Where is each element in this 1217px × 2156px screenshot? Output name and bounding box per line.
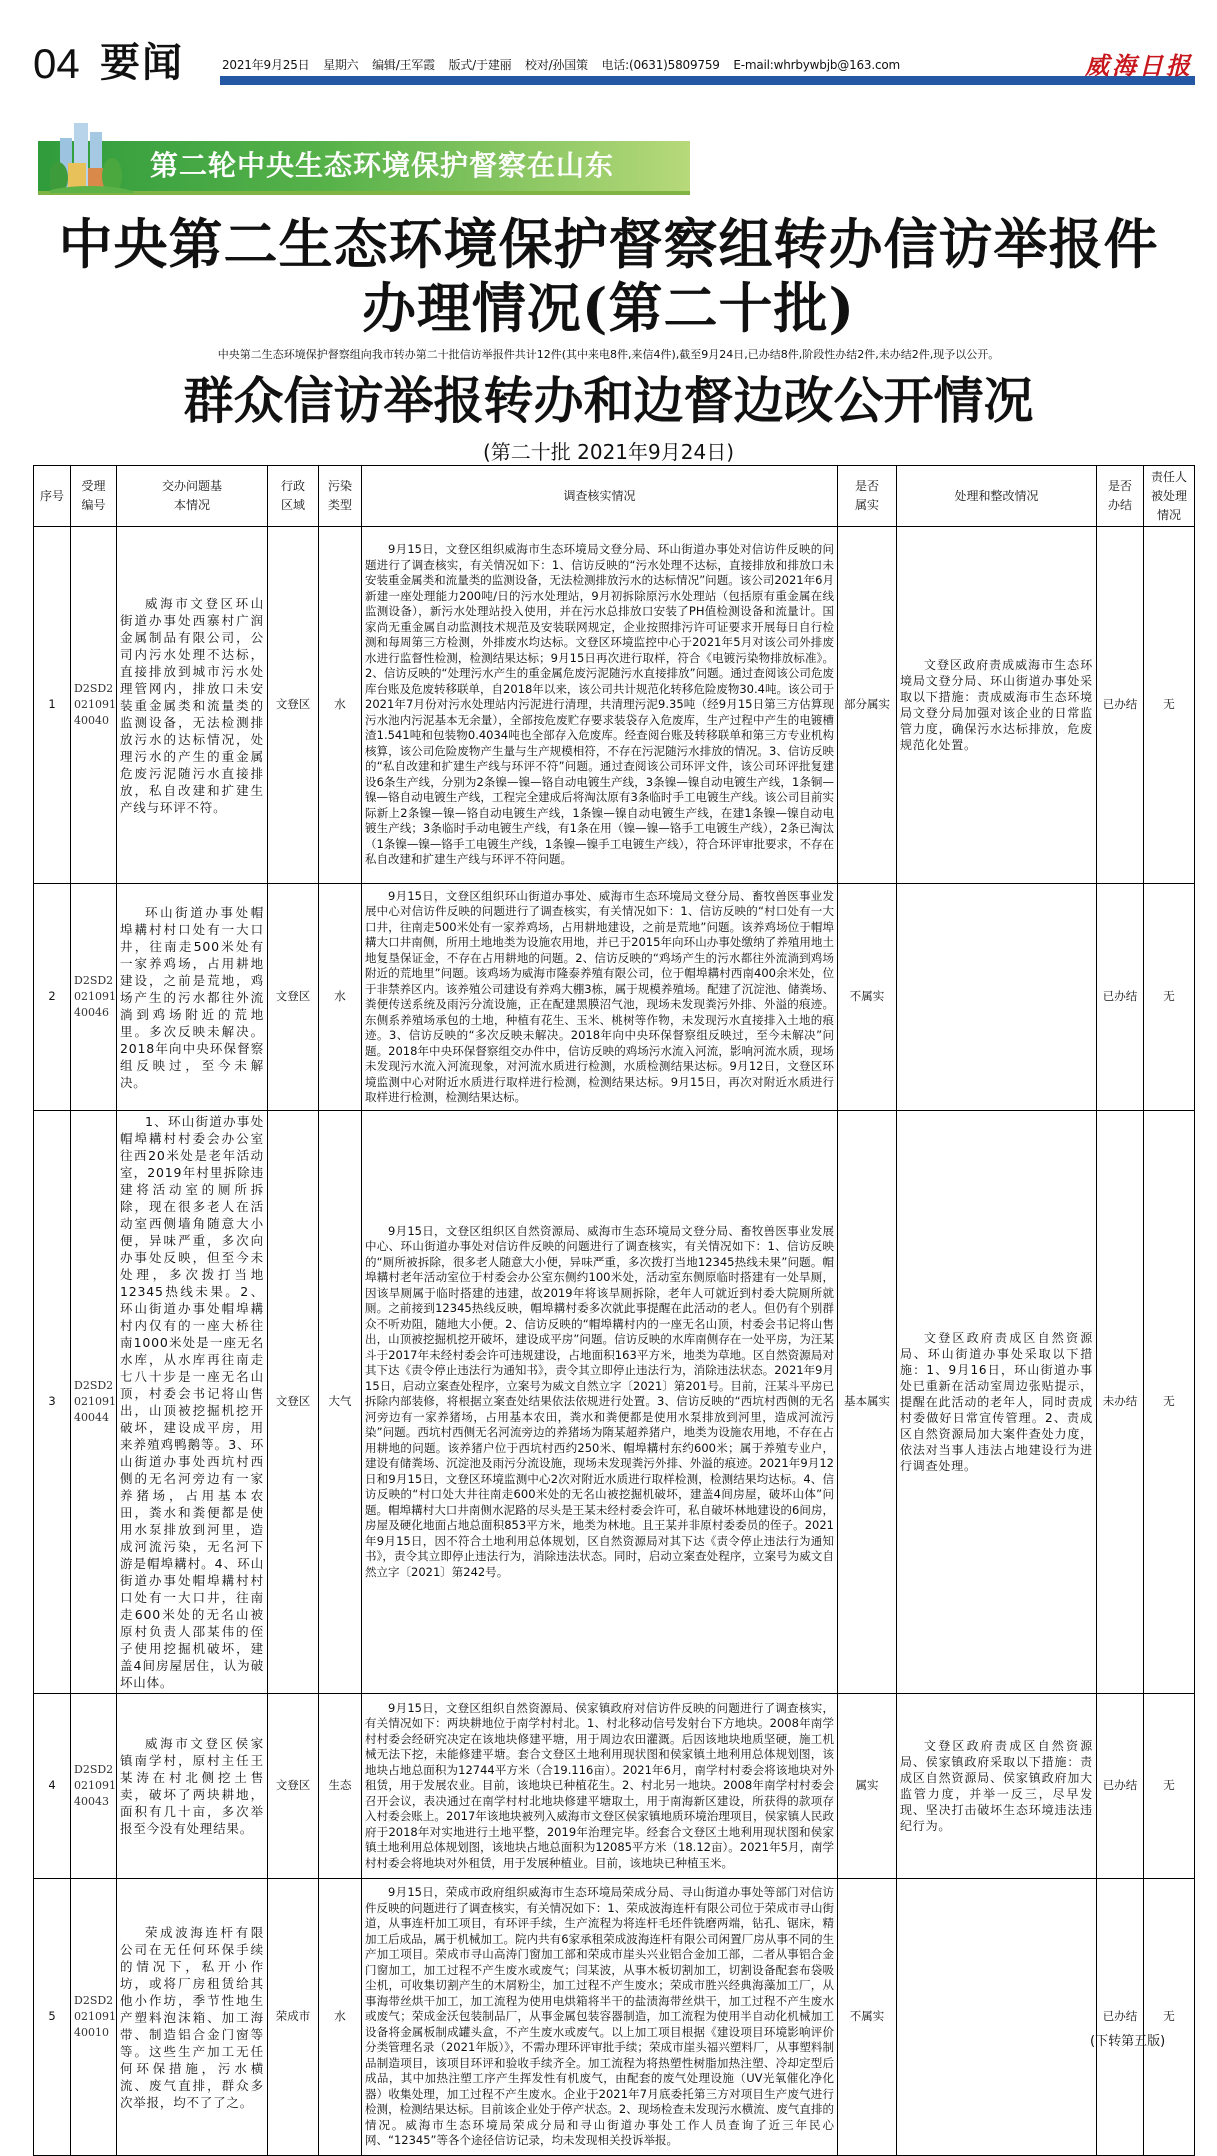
verified-status [838,1694,897,1879]
row-number-text: 4 [48,1778,56,1793]
region-text: 文登区 [275,989,311,1004]
verified-status [838,884,897,1111]
closed-status [1097,884,1144,1111]
pollution-type-text: 水 [334,989,346,1004]
handling-measures [897,884,1097,1111]
masthead-divider [220,76,1195,85]
row-number-text: 2 [48,989,56,1004]
subheadline: 群众信访举报转办和边督边改公开情况 [183,371,1034,430]
row-number-text: 5 [48,2009,56,2024]
receipt-id [71,527,117,884]
issue-description [117,527,268,884]
col-type: 污染类型 [319,466,362,527]
region [268,1694,319,1879]
row-number [34,1879,71,2156]
accountability-text: 无 [1163,989,1175,1004]
table-row [34,1111,1195,1694]
pollution-type [319,884,362,1111]
issue-description [117,1879,268,2156]
accountability [1144,1879,1195,2156]
col-id: 受理编号 [71,466,117,527]
handling-measures [897,1694,1097,1879]
accountability-text: 无 [1163,1778,1175,1793]
col-no: 序号 [34,466,71,527]
dateline: (第二十批 2021年9月24日) [482,440,735,464]
receipt-id [71,1879,117,2156]
investigation-details-text: 9月15日，文登区组织区自然资源局、威海市生态环境局文登分局、畜牧兽医事业发展中心、环山街道办事处对信访件反映的问题进行了调查核实，有关情况如下：1、信访反映的“厕所被拆除，很多老人随意大小便，异味严重，多次拨打当地12345热线未果”问题。帽埠耩村老年活动室位于村委会办公室东侧约100米处，活动室东侧原临时搭建有一处旱厕，因该旱厕属于临时搭建的违建，故2019年将该旱厕拆除，老年人可就近到村委大院厕所就厕。之前接到12345热线反映，帽埠耩村委多次就此事提醒在此活动的老人。但仍有个别群众不听劝阻，随地大小便。2、信访反映的“帽埠耩村内的一座无名山顶，村委会书记将山售出，山顶被挖掘机挖开破坏，建设成平房”问题。信访反映的水库南侧存在一处平房，为汪某斗于2017年未经村委会许可违规建设，占地面积163平方米，地类为草地。区自然资源局对其下达《责令停止违法行为通知书》，责令其立即停止违法行为，消除违法状态。2021年9月15日，启动立案查处程序，立案号为威文自然立字〔2021〕第201号。目前，汪某斗平房已拆除内部装修，将根据立案查处结果依法依规进行处置。3、信访反映的“西坑村西侧的无名河旁边有一家养猪场，占用基本农田，粪水和粪便都是使用水泵排放到河里，造成河流污染”问题。西坑村西侧无名河流旁边的养猪场为隋某超养猪户，地类为设施农用地，不存在占用耕地的问题。该养猪户位于西坑村西约250米、帽埠耩村东约600米；属于养殖专业户，建设有储粪场、沉淀池及雨污分流设施，现场未发现粪污外排、外溢的痕迹。2021年9月12日和9月15日，文登区环境监测中心2次对附近水质进行取样检测，检测结果均达标。4、信访反映的“村口处大井往南走600米处的无名山被挖掘机破坏，建盖4间房屋，破坏山体”问题。帽埠耩村大口井南侧水泥路的尽头是王某未经村委会许可，私自破坏林地建设的6间房，房屋及硬化地面占地总面积853平方米，地类为林地。且王某并非原村委委员的侄子。2021年9月15日，因不符合土地利用总体规划，区自然资源局对其下达《责令停止违法行为通知书》，责令其立即停止违法行为，消除违法状态。同时，启动立案查处程序，立案号为威文自然立字〔2021〕第242号。 [365,1223,834,1579]
closed-status-text: 已办结 [1102,989,1138,1004]
col-closed: 是否办结 [1097,466,1144,527]
issue-description-text: 荣成波海连杆有限公司在无任何环保手续的情况下，私开小作坊，或将厂房租赁给其他小作坊，季节性地生产塑料泡沫箱、加工海带、制造铝合金门窗等等。这些生产加工无任何环保措施，污水横流、废气直排，群众多次举报，均不了了之。 [120,1924,264,2110]
region [268,884,319,1111]
region [268,527,319,884]
masthead-meta [222,56,910,73]
closed-status-text: 已办结 [1102,2009,1138,2024]
closed-status-text: 已办结 [1102,697,1138,712]
pollution-type-text: 水 [334,697,346,712]
issue-description-text: 环山街道办事处帽埠耩村村口处有一大口井，往南走500米处有一家养鸡场，占用耕地建设，之前是荒地，鸡场产生的污水都往外流淌到鸡场附近的荒地里。多次反映未解决。2018年向中央环保督察组反映过，至今未解决。 [120,904,264,1090]
issue-description [117,1694,268,1879]
investigation-details [362,527,838,884]
row-number [34,527,71,884]
weekday: 星期六 [323,58,359,72]
investigation-details [362,1879,838,2156]
row-number [34,1694,71,1879]
editor: 编辑/王军霞 [372,58,435,72]
headline-summary: 中央第二生态环境保护督察组向我市转办第二十批信访举报件共计12件(其中来电8件,来信4件),截至9月24日,已办结8件,阶段性办结2件,未办结2件,现予以公开。 [217,348,1000,361]
pollution-type [319,1694,362,1879]
pollution-type [319,1879,362,2156]
pollution-type [319,527,362,884]
handling-measures-text: 文登区政府责成威海市生态环境局文登分局、环山街道办事处采取以下措施：责成威海市生态环境局文登分局加强对该企业的日常监管力度，确保污水达标排放，危废规范化处置。 [900,658,1093,752]
investigation-details [362,1694,838,1879]
section-title: 要闻 [100,40,184,86]
phone: 电话:(0631)5809759 [601,58,720,72]
layout-editor: 版式/于建丽 [448,58,512,72]
closed-status [1097,527,1144,884]
investigation-details [362,884,838,1111]
closed-status-text: 已办结 [1102,1778,1138,1793]
handling-measures [897,1879,1097,2156]
table-row [34,1879,1195,2156]
row-number [34,884,71,1111]
region-text: 荣成市 [275,2009,311,2024]
issue-description-text: 威海市文登区环山街道办事处西寨村广润金属制品有限公司，公司内污水处理不达标，直接排放到城市污水处理管网内，排放口未安装重金属类和流量类的监测设备，无法检测排放污水的达标情况，处理污水的产生的重金属危废污泥随污水直接排放，私自改建和扩建生产线与环评不符。 [120,595,264,815]
table-row [34,884,1195,1111]
verified-status-text: 不属实 [849,2009,885,2024]
verified-status-text: 基本属实 [844,1394,890,1409]
issue-description [117,1111,268,1694]
issue-description-text: 1、环山街道办事处帽埠耩村村委会办公室往西20米处是老年活动室，2019年村里拆除违建将活动室的厕所拆除，现在很多老人在活动室西侧墙角随意大小便，异味严重，多次向办事处反映，但至今未处理，多次拨打当地12345热线未果。2、环山街道办事处帽埠耩村内仅有的一座大桥往南1000米处是一座无名水库，从水库再往南走七八十步是一座无名山顶，村委会书记将山售出，山顶被挖掘机挖开破坏，建设成平房，用来养殖鸡鸭鹅等。3、环山街道办事处西坑村西侧的无名河旁边有一家养猪场，占用基本农田，粪水和粪便都是使用水泵排放到河里，造成河流污染，无名河下游是帽埠耩村。4、环山街道办事处帽埠耩村村口处有一大口井，往南走600米处的无名山被原村负责人邵某伟的侄子使用挖掘机破坏，建盖4间房屋居住，认为破坏山体。 [120,1114,264,1690]
accountability-text: 无 [1163,697,1175,712]
col-handling: 处理和整改情况 [897,466,1097,527]
issue-description [117,884,268,1111]
investigation-details [362,1111,838,1694]
receipt-id-text: D2SD202109140040 [74,682,116,727]
closed-status [1097,1111,1144,1694]
accountability-text: 无 [1163,1394,1175,1409]
col-verified: 是否属实 [838,466,897,527]
pollution-type-text: 生态 [328,1778,352,1793]
issue-description-text: 威海市文登区侯家镇南学村，原村主任王某涛在村北侧挖土售卖，破坏了两块耕地，面积有几十亩，多次举报至今没有处理结果。 [120,1736,264,1836]
column-banner [38,118,690,196]
receipt-id-text: D2SD202109140046 [74,974,116,1019]
pollution-type [319,1111,362,1694]
region-text: 文登区 [275,697,311,712]
handling-measures-text: 文登区政府责成区自然资源局、侯家镇政府采取以下措施：责成区自然资源局、侯家镇政府加大监管力度，并举一反三，尽早发现、坚决打击破坏生态环境违法违纪行为。 [900,1739,1093,1833]
receipt-id-text: D2SD202109140010 [74,1994,116,2039]
col-region: 行政区域 [268,466,319,527]
region [268,1111,319,1694]
accountability [1144,1694,1195,1879]
row-number [34,1111,71,1694]
verified-status [838,527,897,884]
continued-note: (下转第五版) [1090,2034,1166,2049]
receipt-id-text: D2SD202109140044 [74,1379,116,1424]
verified-status [838,1111,897,1694]
verified-status [838,1879,897,2156]
receipt-id [71,1694,117,1879]
verified-status-text: 不属实 [849,989,885,1004]
headline-line-1: 中央第二生态环境保护督察组转办信访举报件 [58,212,1159,276]
pollution-type-text: 大气 [328,1394,352,1409]
proofreader: 校对/孙国策 [525,58,588,72]
row-number-text: 1 [48,697,56,712]
region-text: 文登区 [275,1778,311,1793]
col-accountability: 责任人被处理情况 [1144,466,1195,527]
verified-status-text: 属实 [855,1778,879,1793]
closed-status [1097,1879,1144,2156]
investigation-details-text: 9月15日，文登区组织环山街道办事处、威海市生态环境局文登分局、畜牧兽医事业发展中心对信访件反映的问题进行了调查核实，有关情况如下：1、信访反映的“村口处有一大口井，往南走500米处有一家养鸡场，占用耕地建设，之前是荒地”问题。该养鸡场位于帽埠耩大口井南侧，所用土地地类为设施农用地，并已于2015年向环山办事处缴纳了养殖用地土地复垦保证金，不存在占用耕地的问题。2、信访反映的“鸡场产生的污水都往外流淌到鸡场附近的荒地里”问题。该鸡场为威海市隆泰养殖有限公司，位于帽埠耩村西南400余米处，位于非禁养区内。该养殖公司建设有养鸡大棚3栋，属于规模养殖场。配建了沉淀池、储粪场、粪便传送系统及雨污分流设施，正在配建黑膜沼气池，现场未发现粪污外排、外溢的痕迹。东侧系养殖场承包的土地，种植有花生、玉米、桃树等作物，未发现污水直接排入土地的痕迹。3、信访反映的“多次反映未解决。2018年向中央环保督察组反映过，至今未解决”问题。2018年中央环保督察组交办件中，信访反映的鸡场污水流入河流，影响河流水质，现场未发现污水流入河流现象，对河流水质进行检测，水质检测结果达标。9月12日，文登区环境监测中心对附近水质进行取样进行检测，检测结果达标。9月15日，再次对附近水质进行取样进行检测，检测结果达标。 [365,888,834,1104]
row-number-text: 3 [48,1394,56,1409]
investigation-details-text: 9月15日，荣成市政府组织威海市生态环境局荣成分局、寻山街道办事处等部门对信访件反映的问题进行了调查核实，有关情况如下：1、荣成波海连杆有限公司位于荣成市寻山街道，从事连杆加工项目，有环评手续，生产流程为将连杆毛坯件铣磨两端，钻孔、锯床，精加工后成品，属于机械加工。院内共有6家承租荣成波海连杆有限公司闲置厂房从事不同的生产加工项目。荣成市寻山高涛门窗加工部和荣成市崖头兴业铝合金加工部，二者从事铝合金门窗加工，加工过程不产生废水或废气；闫某波，从事木板切割加工，切割设备配套布袋吸尘机，可收集切割产生的木屑粉尘，加工过程不产生废水；荣成市胜兴经典海藻加工厂，从事海带丝烘干加工，加工流程为使用电烘箱将半干的盐渍海带丝烘干，加工过程不产生废水或废气；荣成金沃包装制品厂，从事金属包装容器制造，加工流程为使用半自动化机械加工设备将金属板制成罐头盒，不产生废水或废气。以上加工项目根据《建设项目环境影响评价分类管理名录（2021年版）》，不需办理环评审批手续；荣成市崖头福兴塑料厂，从事塑料制品制造项目，该项目环评和验收手续齐全。加工流程为将热塑性树脂加热注塑、冷却定型后成品，其中加热注塑工序产生挥发性有机废气，由配套的废气处理设施（UV光氧催化净化器）收集处理，加工过程不产生废水。企业于2021年7月底委托第三方对项目生产废气进行检测，检测结果达标。目前该企业处于停产状态。2、现场检查未发现污水横流、废气直排的情况。威海市生态环境局荣成分局和寻山街道办事处工作人员查询了近三年民心网、“12345”等各个途径信访记录，均未发现相关投诉举报。 [365,1885,834,2148]
handling-measures-text: 文登区政府责成区自然资源局、环山街道办事处采取以下措施：1、9月16日，环山街道办事处已重新在活动室周边张贴提示，提醒在此活动的老年人，同时责成村委做好日常宣传管理。2、责成区自然资源局加大案件查处力度，依法对当事人违法占地建设行为进行调查处理。 [900,1331,1093,1473]
receipt-id [71,884,117,1111]
accountability-text: 无 [1163,2009,1175,2024]
handling-measures [897,1111,1097,1694]
investigation-details-text: 9月15日，文登区组织自然资源局、侯家镇政府对信访件反映的问题进行了调查核实，有关情况如下：两块耕地位于南学村村北。1、村北移动信号发射台下方地块。2008年南学村村委会经研究决定在该地块修建平塘，用于周边农田灌溉。后因该地块地质坚硬，施工机械无法下挖，未能修建平塘。套合文登区土地利用现状图和侯家镇土地利用总体规划图，该地块占地总面积为12744平方米（合19.116亩）。2021年6月，南学村村委会将该地块对外租赁，用于发展农业。目前，该地块已种植花生。2、村北另一地块。2008年南学村村委会召开会议，表决通过在南学村村北地块修建平塘取土，用于南海新区建设，所获得的款项存入村委会账上。2017年该地块被列入威海市文登区侯家镇地质环境治理项目，侯家镇人民政府于2018年对实地进行土地平整，2019年治理完毕。经套合文登区土地利用现状图和侯家镇土地利用总体规划图，该地块占地总面积为12085平方米（18.12亩）。2021年5月，南学村村委会将地块对外租赁，用于发展种植业。目前，该地块已种植玉米。 [365,1700,834,1870]
issue-date: 2021年9月25日 [222,58,310,72]
petition-table [33,465,1195,2156]
region [268,1879,319,2156]
verified-status-text: 部分属实 [844,697,890,712]
city-illustration-icon [50,118,150,193]
banner-text: 第二轮中央生态环境保护督察在山东 [150,149,615,182]
table-row [34,527,1195,884]
newspaper-logo: 威海日报 [1085,51,1193,80]
accountability [1144,527,1195,884]
col-issue: 交办问题基本情况 [117,466,268,527]
closed-status [1097,1694,1144,1879]
closed-status-text: 未办结 [1102,1394,1138,1409]
email: E-mail:whrbywbjb@163.com [733,58,901,72]
receipt-id-text: D2SD202109140043 [74,1763,116,1808]
investigation-details-text: 9月15日，文登区组织威海市生态环境局文登分局、环山街道办事处对信访件反映的问题进行了调查核实，有关情况如下：1、信访反映的“污水处理不达标，直接排放和排放口未安装重金属类和流量类的监测设备，无法检测排放污水的达标情况”问题。该公司2021年6月新建一座处理能力200吨/日的污水处理站，9月初拆除原污水处理站（包括原有重金属在线监测设备），新污水处理站投入使用，并在污水总排放口安装了PH值检测设备和流量计。国家尚无重金属自动监测技术规范及安装联网规定，企业按照排污许可证要求开展每日自行检测和每周第三方检测，外排废水均达标。文登区环境监控中心于2021年5月对该公司外排废水进行监督性检测，检测结果达标；9月15日再次进行取样，符合《电镀污染物排放标准》。2、信访反映的“处理污水产生的重金属危废污泥随污水直接排放”问题。通过查阅该公司危废库台账及危废转移联单，自2018年以来，该公司共计规范化转移危险废物30.4吨。该公司于2021年7月份对污水处理站内污泥进行清理，共清理污泥9.35吨（经9月15日第三方估算现污水池内污泥基本无余量），全部按危废贮存要求装袋存入危废库，生产过程中产生的电镀槽渣1.541吨和包装物0.4034吨也全部存入危废库。经查阅台账及转移联单和第三方专业机构核算，该公司危险废物产生量与生产规模相符，不存在污泥随污水排放的情况。3、信访反映的“私自改建和扩建生产线与环评不符”问题。通过查阅该公司环评文件，该公司环评批复建设6条生产线，分别为2条镍—镍—铬自动电镀生产线，3条镍—镍自动电镀生产线，1条铜—镍—铬自动电镀生产线，工程完全建成后将淘汰原有3条临时手工电镀生产线。该公司目前实际新上2条镍—镍—铬自动电镀生产线，1条镍—镍自动电镀生产线，在建1条镍—镍自动电镀生产线；3条临时手动电镀生产线，有1条在用（镍—镍—铬手工电镀生产线），2条已淘汰（1条镍—镍—铬手工电镀生产线，1条镍—镍手工电镀生产线），符合环评审批要求，不存在私自改建和扩建生产线与环评不符问题。 [365,542,834,867]
receipt-id [71,1111,117,1694]
headline-line-2: 办理情况(第二十批) [361,276,856,340]
region-text: 文登区 [275,1394,311,1409]
page-number: 04 [33,40,80,87]
accountability [1144,1111,1195,1694]
table-header-row [34,466,1195,527]
pollution-type-text: 水 [334,2009,346,2024]
accountability [1144,884,1195,1111]
col-investigation: 调查核实情况 [362,466,838,527]
table-row [34,1694,1195,1879]
handling-measures [897,527,1097,884]
